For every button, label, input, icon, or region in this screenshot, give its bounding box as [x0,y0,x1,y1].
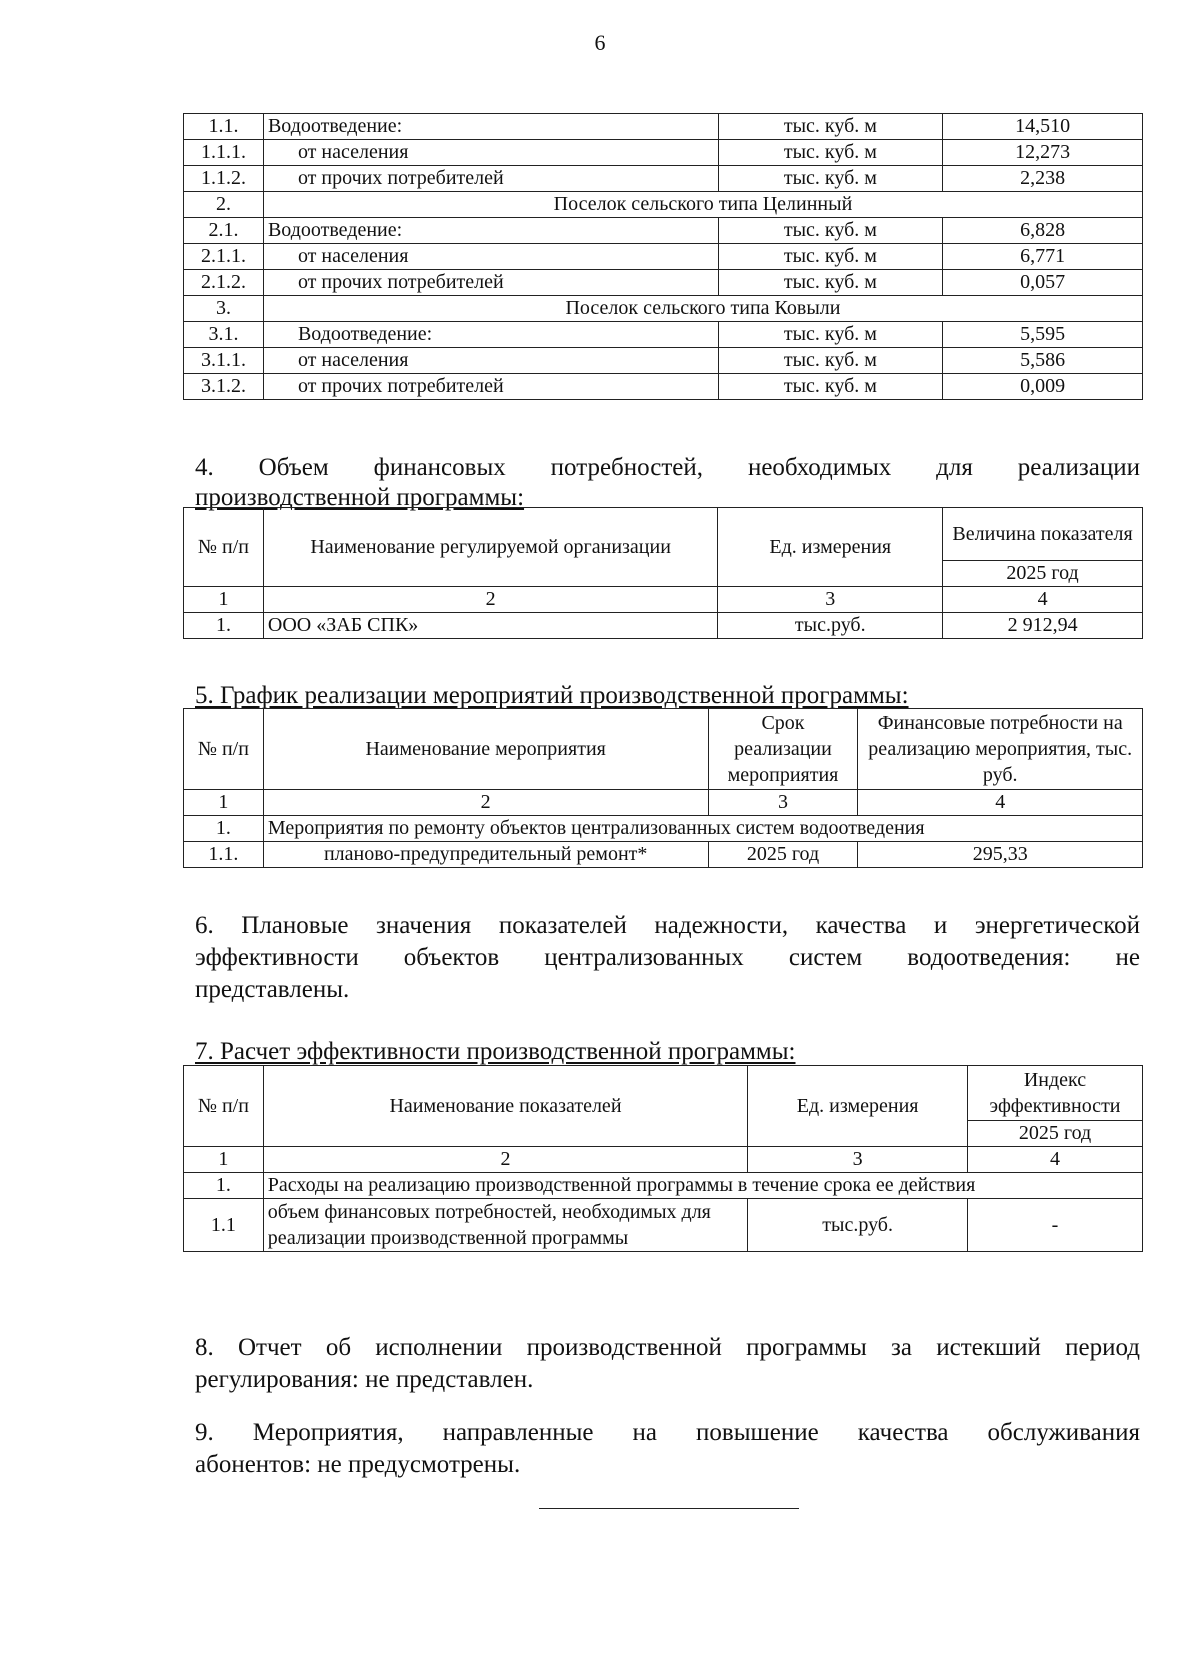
row-value: 6,828 [943,218,1143,244]
row-num: 1.1. [184,842,264,868]
financial-needs-table [183,507,1143,639]
row-indicator-name: объем финансовых потребностей, необходимых для реализации производственной программы [263,1199,747,1252]
row-name: Водоотведение: [263,114,718,140]
row-index: - [968,1199,1143,1252]
section8-line2: регулирования: не представлен. [195,1366,534,1393]
header-num: № п/п [184,1066,264,1147]
row-name: от населения [263,140,718,166]
row-value: 0,009 [943,374,1143,400]
header-year: 2025 год [943,561,1143,587]
table-row [184,270,1143,296]
row-value: 14,510 [943,114,1143,140]
row-unit: тыс. куб. м [718,348,943,374]
end-separator-line [539,1508,799,1509]
row-finance: 295,33 [858,842,1143,868]
row-unit: тыс. куб. м [718,322,943,348]
section9-line2: абонентов: не предусмотрены. [195,1451,521,1478]
table-row [184,114,1143,140]
section4-heading-line1: 4. Объем финансовых потребностей, необходимых для реализации [195,454,1140,481]
col-number: 2 [263,587,717,613]
header-indicator-name: Наименование показателей [263,1066,747,1147]
section-row [184,296,1143,322]
row-unit: тыс. куб. м [718,244,943,270]
header-org-name: Наименование регулируемой организации [263,508,717,587]
row-activity-name: планово-предупредительный ремонт* [263,842,708,868]
row-num: 2.1. [184,218,264,244]
section-title: Поселок сельского типа Ковыли [263,296,1142,322]
row-num: 2.1.2. [184,270,264,296]
section6-line2: эффективности объектов централизованных систем водоотведения: не [195,944,1140,971]
row-unit: тыс.руб. [748,1199,968,1252]
row-name: от прочих потребителей [263,374,718,400]
section8-line1: 8. Отчет об исполнении производственной программы за истекший период [195,1334,1140,1361]
row-value: 0,057 [943,270,1143,296]
row-num: 2.1.1. [184,244,264,270]
table-row [184,244,1143,270]
col-number: 1 [184,790,264,816]
table-row [184,166,1143,192]
section6-line1: 6. Плановые значения показателей надежности, качества и энергетической [195,912,1140,939]
header-unit: Ед. измерения [718,508,943,587]
row-num: 1.1 [184,1199,264,1252]
row-name: от населения [263,244,718,270]
col-number: 3 [718,587,943,613]
row-name: от прочих потребителей [263,166,718,192]
col-number: 3 [748,1147,968,1173]
row-unit: тыс. куб. м [718,114,943,140]
row-unit: тыс. куб. м [718,140,943,166]
header-finance: Финансовые потребности на реализацию мероприятия, тыс. руб. [858,709,1143,790]
header-index: Индекс эффективности [968,1066,1143,1121]
section5-heading: 5. График реализации мероприятий производственной программы: [195,682,909,709]
row-num: 3.1.2. [184,374,264,400]
row-num: 2. [184,192,264,218]
table-row [184,322,1143,348]
header-term: Срок реализации мероприятия [708,709,858,790]
header-num: № п/п [184,709,264,790]
group-name: Мероприятия по ремонту объектов централизованных систем водоотведения [263,816,1142,842]
col-number: 2 [263,790,708,816]
section-row [184,192,1143,218]
section6-line3: представлены. [195,976,350,1003]
row-unit: тыс. куб. м [718,374,943,400]
row-name: от населения [263,348,718,374]
row-term: 2025 год [708,842,858,868]
row-num: 3.1. [184,322,264,348]
col-number: 1 [184,1147,264,1173]
group-num: 1. [184,1173,264,1199]
header-value: Величина показателя [943,508,1143,561]
row-unit: тыс. куб. м [718,218,943,244]
row-num: 1.1. [184,114,264,140]
table-row [184,374,1143,400]
col-number: 4 [858,790,1143,816]
section4-heading-line2: производственной программы: [195,484,525,511]
col-number: 4 [943,587,1143,613]
table-row [184,348,1143,374]
row-value: 2 912,94 [943,613,1143,639]
row-value: 6,771 [943,244,1143,270]
header-num: № п/п [184,508,264,587]
row-value: 5,586 [943,348,1143,374]
col-number: 1 [184,587,264,613]
row-num: 1.1.2. [184,166,264,192]
row-name: от прочих потребителей [263,270,718,296]
row-num: 1. [184,613,264,639]
section9-line1: 9. Мероприятия, направленные на повышение качества обслуживания [195,1419,1140,1446]
col-number: 2 [263,1147,747,1173]
schedule-table [183,708,1143,868]
wastewater-volume-table [183,113,1143,400]
row-name: Водоотведение: [263,322,718,348]
group-name: Расходы на реализацию производственной программы в течение срока ее действия [263,1173,1142,1199]
header-unit: Ед. измерения [748,1066,968,1147]
section7-heading: 7. Расчет эффективности производственной программы: [195,1038,796,1065]
group-num: 1. [184,816,264,842]
efficiency-table [183,1065,1143,1252]
row-unit: тыс. куб. м [718,166,943,192]
row-org-name: ООО «ЗАБ СПК» [263,613,717,639]
row-unit: тыс. куб. м [718,270,943,296]
section-title: Поселок сельского типа Целинный [263,192,1142,218]
row-value: 2,238 [943,166,1143,192]
row-num: 3. [184,296,264,322]
table-row [184,218,1143,244]
col-number: 4 [968,1147,1143,1173]
header-activity-name: Наименование мероприятия [263,709,708,790]
page-number: 6 [594,30,606,55]
row-value: 5,595 [943,322,1143,348]
row-name: Водоотведение: [263,218,718,244]
col-number: 3 [708,790,858,816]
row-value: 12,273 [943,140,1143,166]
row-num: 3.1.1. [184,348,264,374]
header-year: 2025 год [968,1121,1143,1147]
row-num: 1.1.1. [184,140,264,166]
row-unit: тыс.руб. [718,613,943,639]
table-row [184,140,1143,166]
